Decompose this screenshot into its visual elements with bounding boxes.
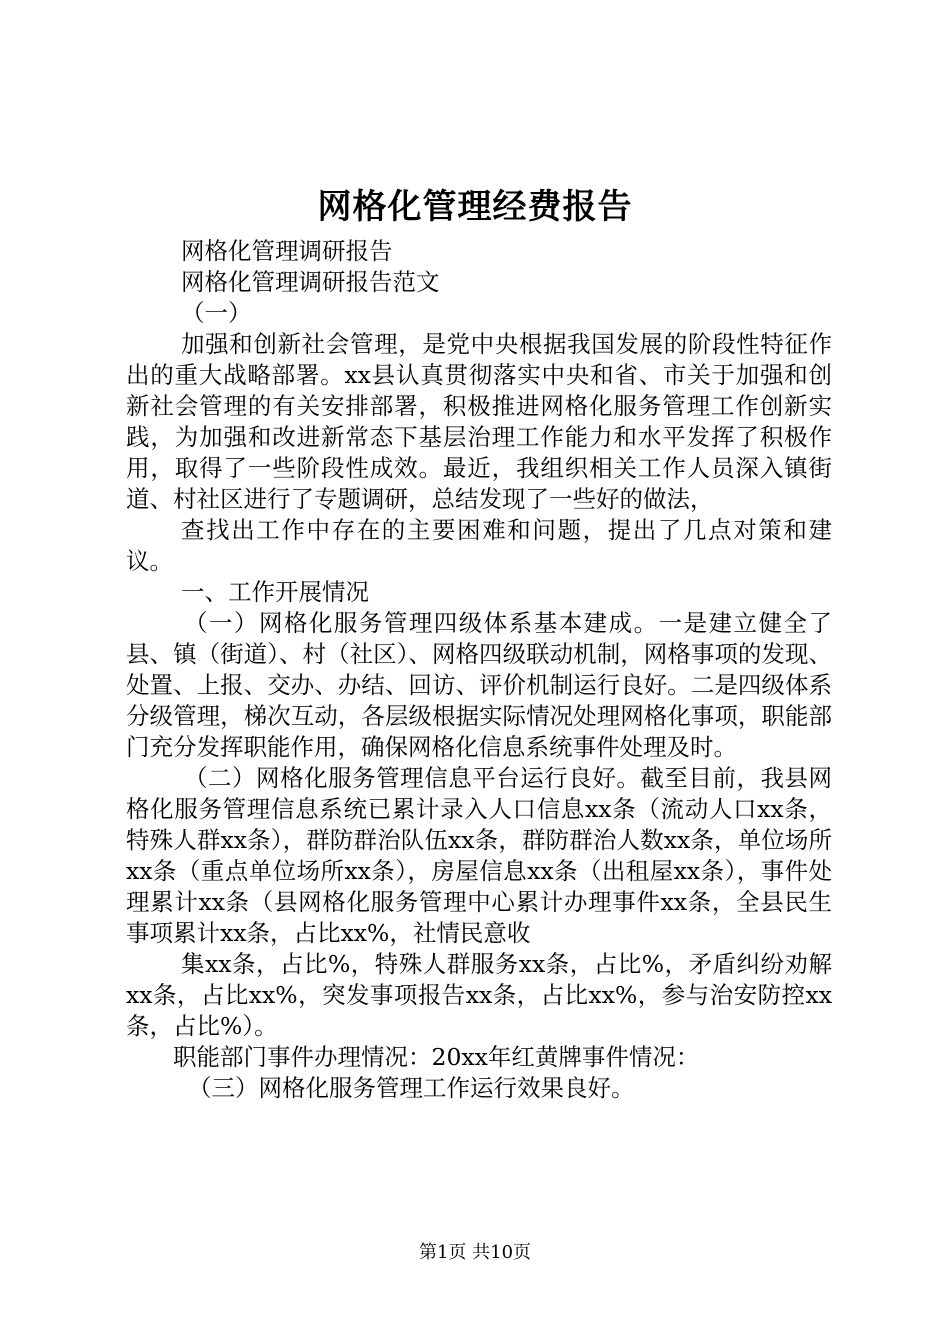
paragraph-item-2: （二）网格化服务管理信息平台运行良好。截至目前，我县网格化服务管理信息系统已累计录入人口信息xx条（流动人口xx条，特殊人群xx条），群防群治队伍xx条，群防群治人数xx条，单位场所xx条（重点单位场所xx条），房屋信息xx条（出租屋xx条），事件处理累计xx条（县网格化服务管理中心累计办理事件xx条，全县民生事项累计xx条，占比xx%，社情民意收	[126, 764, 832, 947]
document-title: 网格化管理经费报告	[317, 187, 633, 227]
paragraph-section-marker: （一）	[181, 299, 252, 327]
paragraph-item-2-continued: 集xx条，占比%，特殊人群服务xx条，占比%，矛盾纠纷劝解xx条，占比xx%，突发事项报告xx条，占比xx%，参与治安防控xx条，占比%）。	[126, 950, 832, 1040]
paragraph-subtitle-2: 网格化管理调研报告范文	[181, 268, 440, 296]
paragraph-intro: 加强和创新社会管理，是党中央根据我国发展的阶段性特征作出的重大战略部署。xx县认真贯彻落实中央和省、市关于加强和创新社会管理的有关安排部署，积极推进网格化服务管理工作创新实践，为加强和改进新常态下基层治理工作能力和水平发挥了积极作用，取得了一些阶段性成效。最近，我组织相关工作人员深入镇街道、村社区进行了专题调研，总结发现了一些好的做法，	[126, 330, 832, 513]
paragraph-item-3: （三）网格化服务管理工作运行效果良好。	[188, 1074, 635, 1102]
paragraph-item-1: （一）网格化服务管理四级体系基本建成。一是建立健全了县、镇（街道）、村（社区）、网格四级联动机制，网格事项的发现、处置、上报、交办、办结、回访、评价机制运行良好。二是四级体系分级管理，梯次互动，各层级根据实际情况处理网格化事项，职能部门充分发挥职能作用，确保网格化信息系统事件处理及时。	[126, 609, 832, 761]
paragraph-department-events: 职能部门事件办理情况：20xx年红黄牌事件情况：	[173, 1043, 700, 1071]
paragraph-intro-continued: 查找出工作中存在的主要困难和问题，提出了几点对策和建议。	[126, 516, 832, 575]
document-body	[126, 236, 832, 1104]
paragraph-subtitle-1: 网格化管理调研报告	[181, 237, 393, 265]
section-heading-work-status: 一、工作开展情况	[181, 578, 369, 606]
page-footer: 第1页 共10页	[418, 1242, 532, 1263]
